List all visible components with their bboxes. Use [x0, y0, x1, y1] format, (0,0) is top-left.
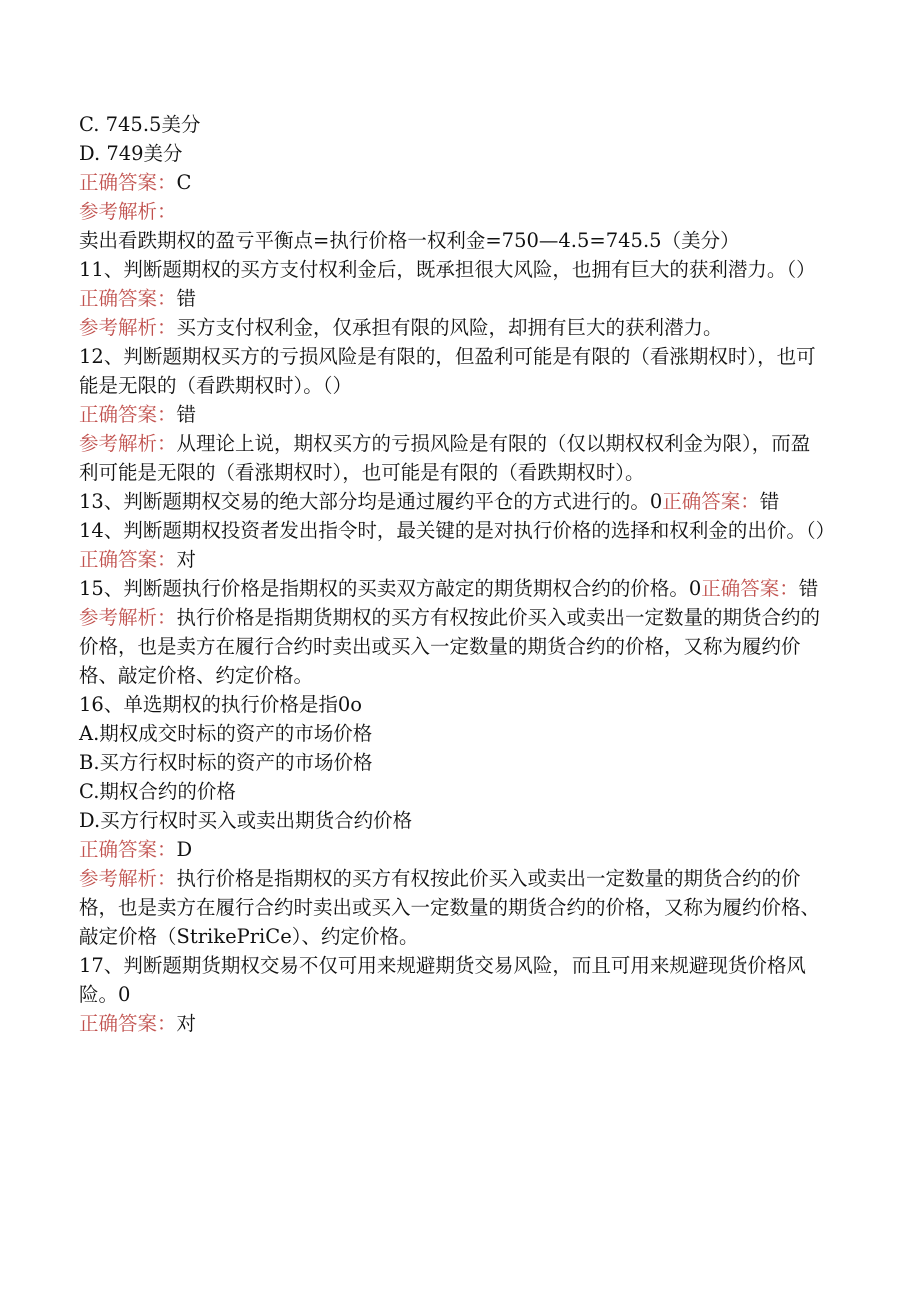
- line-q16-a: [79, 719, 829, 748]
- body-text: 错: [176, 287, 197, 310]
- body-text: 执行价格是指期货期权的买方有权按此价买入或卖出一定数量的期货合约的价格，也是卖方在履行合约时卖出或买入一定数量的期货合约的价格，又称为履约价格、敲定价格、约定价格。: [79, 606, 821, 687]
- line-q13: [79, 487, 829, 516]
- line-q15: [79, 574, 829, 603]
- line-answer-17: [79, 1009, 829, 1038]
- line-analysis-11: [79, 313, 829, 342]
- label-text: 正确答案：: [79, 287, 177, 310]
- body-text: 11、判断题期权的买方支付权利金后，既承担很大风险，也拥有巨大的获利潜力。（）: [79, 258, 816, 281]
- body-text: 对: [176, 1012, 197, 1035]
- body-text: D. 749美分: [79, 142, 183, 165]
- label-text: 正确答案：: [79, 403, 177, 426]
- line-answer-16: [79, 835, 829, 864]
- label-text: 正确答案：: [662, 490, 760, 513]
- body-text: 17、判断题期货期权交易不仅可用来规避期货交易风险，而且可用来规避现货价格风险。0: [79, 954, 806, 1006]
- body-text: B.买方行权时标的资产的市场价格: [79, 751, 373, 774]
- label-text: 正确答案：: [79, 171, 177, 194]
- body-text: 买方支付权利金，仅承担有限的风险，却拥有巨大的获利潜力。: [176, 316, 723, 339]
- line-c-option: [79, 110, 829, 139]
- line-q16-c: [79, 777, 829, 806]
- label-text: 参考解析：: [79, 316, 177, 339]
- body-text: C: [176, 171, 192, 194]
- line-answer-12: [79, 400, 829, 429]
- label-text: 正确答案：: [79, 548, 177, 571]
- label-text: 参考解析：: [79, 432, 177, 455]
- line-analysis-16: [79, 864, 829, 951]
- line-analysis-10: [79, 197, 829, 255]
- line-answer-11: [79, 284, 829, 313]
- body-text: D.买方行权时买入或卖出期货合约价格: [79, 809, 413, 832]
- body-text: C.期权合约的价格: [79, 780, 236, 803]
- body-text: 对: [176, 548, 197, 571]
- line-q17: [79, 951, 829, 1009]
- body-text: 错: [759, 490, 780, 513]
- label-text: 参考解析：: [79, 606, 177, 629]
- body-text: 12、判断题期权买方的亏损风险是有限的，但盈利可能是有限的（看涨期权时），也可能是无限的（看跌期权时）。（）: [79, 345, 816, 397]
- body-text: 16、单选期权的执行价格是指0o: [79, 693, 362, 716]
- label-text: 参考解析：: [79, 200, 177, 223]
- body-text: D: [176, 838, 193, 861]
- body-text: 14、判断题期权投资者发出指令时，最关键的是对执行价格的选择和权利金的出价。（）: [79, 519, 836, 542]
- label-text: 正确答案：: [79, 838, 177, 861]
- line-d-option: [79, 139, 829, 168]
- line-q16-b: [79, 748, 829, 777]
- line-q16: [79, 690, 829, 719]
- body-text: 错: [176, 403, 197, 426]
- line-answer-10: [79, 168, 829, 197]
- body-text: 执行价格是指期权的买方有权按此价买入或卖出一定数量的期货合约的价格，也是卖方在履行合约时卖出或买入一定数量的期货合约的价格，又称为履约价格、敲定价格（StrikePriCe）、约定价格。: [79, 867, 821, 948]
- line-q16-d: [79, 806, 829, 835]
- line-q14: [79, 516, 836, 545]
- body-text: 错: [798, 577, 819, 600]
- line-q11: [79, 255, 829, 284]
- line-answer-14: [79, 545, 829, 574]
- body-text: 从理论上说，期权买方的亏损风险是有限的（仅以期权权利金为限），而盈利可能是无限的（看涨期权时），也可能是有限的（看跌期权时）。: [79, 432, 811, 484]
- label-text: 正确答案：: [79, 1012, 177, 1035]
- body-text: 卖出看跌期权的盈亏平衡点=执行价格一权利金=750—4.5=745.5（美分）: [79, 229, 740, 252]
- document-body: [79, 110, 836, 1038]
- label-text: 参考解析：: [79, 867, 177, 890]
- line-analysis-12: [79, 429, 829, 487]
- body-text: 13、判断题期权交易的绝大部分均是通过履约平仓的方式进行的。0: [79, 490, 663, 513]
- body-text: C. 745.5美分: [79, 113, 201, 136]
- body-text: A.期权成交时标的资产的市场价格: [79, 722, 373, 745]
- label-text: 正确答案：: [701, 577, 799, 600]
- line-analysis-15: [79, 603, 829, 690]
- line-q12: [79, 342, 829, 400]
- body-text: 15、判断题执行价格是指期权的买卖双方敲定的期货期权合约的价格。0: [79, 577, 702, 600]
